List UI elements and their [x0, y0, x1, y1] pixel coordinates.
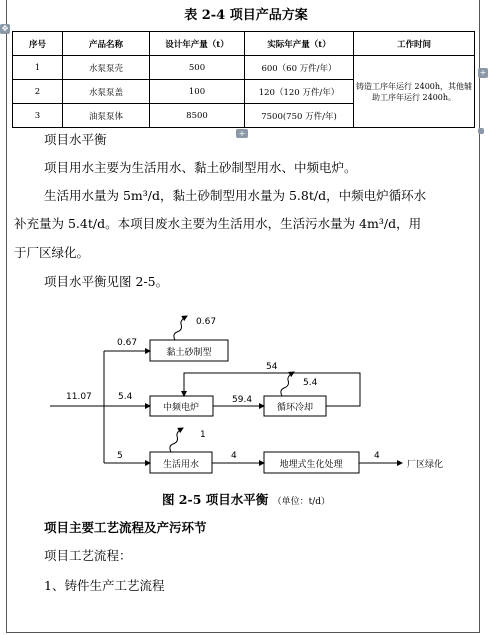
table-cell: 600（60 万件/年）	[245, 56, 354, 80]
table-cell: 油泵泵体	[63, 104, 150, 128]
move-handle-icon[interactable]: ✥	[1, 24, 9, 33]
water-balance-diagram	[0, 300, 492, 485]
paragraph-see-figure: 项目水平衡见图 2-5。	[44, 274, 169, 289]
header-actual-output: 实际年产量（t）	[245, 32, 354, 56]
label-furnace-to-cooling: 59.4	[232, 395, 253, 405]
expand-right-icon[interactable]: +	[479, 68, 487, 77]
box-furnace: 中频电炉	[162, 403, 200, 413]
label-domestic-to-treatment: 4	[231, 451, 237, 461]
box-domestic-water: 生活用水	[162, 460, 200, 470]
insert-row-icon[interactable]: +	[236, 129, 248, 138]
header-work-time: 工作时间	[354, 32, 475, 56]
header-no: 序号	[13, 32, 63, 56]
label-destination: 厂区绿化	[407, 460, 444, 470]
process-item-1: 1、铸件生产工艺流程	[44, 578, 165, 593]
figure-caption	[0, 490, 492, 508]
label-treatment-out: 4	[374, 451, 380, 461]
paragraph-water-amounts-2: 补充量为 5.4t/d。本项目废水主要为生活用水，生活污水量为 4m³/d，用	[14, 216, 422, 231]
heading-process: 项目主要工艺流程及产污环节	[44, 520, 207, 535]
process-label: 项目工艺流程：	[44, 548, 132, 563]
label-input: 11.07	[66, 392, 92, 402]
product-table	[12, 31, 475, 128]
label-to-furnace: 5.4	[118, 392, 133, 402]
label-domestic-loss: 1	[200, 430, 206, 440]
paragraph-water-amounts-3: 于厂区绿化。	[14, 245, 90, 260]
table-cell: 7500(750 万件/年)	[245, 104, 354, 128]
paragraph-water-amounts-1: 生活用水量为 5m³/d，黏土砂制型用水量为 5.8t/d，中频电炉循环水	[44, 188, 427, 203]
table-cell: 8500	[150, 104, 245, 128]
table-cell: 100	[150, 80, 245, 104]
table-cell: 120（120 万件/年）	[245, 80, 354, 104]
table-row	[13, 56, 475, 80]
table-cell: 水泵泵壳	[63, 56, 150, 80]
table-cell: 500	[150, 56, 245, 80]
label-return: 54	[266, 362, 278, 372]
work-time-cell: 铸造工序年运行 2400h，其他辅助工序年运行 2400h。	[354, 56, 475, 128]
table-title: 表 2-4 项目产品方案	[184, 8, 308, 23]
box-clay-molding: 黏土砂制型	[166, 348, 212, 358]
table-cell: 3	[13, 104, 63, 128]
label-to-clay: 0.67	[117, 338, 138, 348]
label-clay-loss: 0.67	[196, 317, 217, 327]
caption-main: 图 2-5 项目水平衡	[161, 492, 269, 507]
heading-water-balance: 项目水平衡	[44, 132, 107, 147]
label-cooling-loss: 5.4	[303, 378, 318, 388]
label-to-domestic: 5	[117, 451, 123, 461]
box-treatment: 地埋式生化处理	[279, 460, 343, 470]
paragraph-water-usage: 项目用水主要为生活用水、黏土砂制型用水、中频电炉。	[44, 160, 357, 175]
table-cell: 2	[13, 80, 63, 104]
table-cell: 1	[13, 56, 63, 80]
box-cooling: 循环冷却	[276, 403, 314, 413]
header-design-output: 设计年产量（t）	[150, 32, 245, 56]
header-product: 产品名称	[63, 32, 150, 56]
caption-unit: （单位：t/d）	[272, 497, 331, 507]
resize-handle-icon[interactable]	[478, 128, 484, 134]
table-cell: 水泵泵盖	[63, 80, 150, 104]
table-header-row	[13, 32, 475, 56]
